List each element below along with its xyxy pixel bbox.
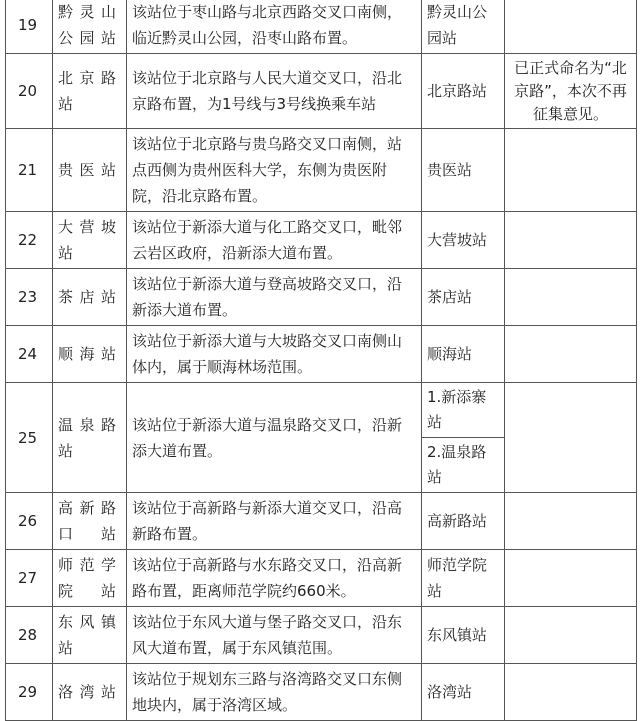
row-number: 20 xyxy=(6,54,53,129)
row-number: 26 xyxy=(6,493,53,550)
row-number: 22 xyxy=(6,212,53,269)
station-name: 洛湾站 xyxy=(53,664,127,721)
remark xyxy=(505,383,637,493)
remark xyxy=(505,269,637,326)
table-row xyxy=(6,54,637,129)
station-description: 该站位于规划东三路与洛湾路交叉口东侧地块内，属于洛湾区域。 xyxy=(127,664,422,721)
station-description: 该站位于新添大道与化工路交叉口，毗邻云岩区政府，沿新添大道布置。 xyxy=(127,212,422,269)
recommended-name: 顺海站 xyxy=(422,326,505,383)
recommended-name: 黔灵山公园站 xyxy=(422,0,505,54)
row-number: 25 xyxy=(6,383,53,493)
table-row xyxy=(6,0,637,54)
row-number: 23 xyxy=(6,269,53,326)
table-row xyxy=(6,607,637,664)
station-description: 该站位于新添大道与大坡路交叉口南侧山体内，属于顺海林场范围。 xyxy=(127,326,422,383)
station-name: 贵医站 xyxy=(53,129,127,212)
remark xyxy=(505,326,637,383)
row-number: 24 xyxy=(6,326,53,383)
remark xyxy=(505,129,637,212)
remark xyxy=(505,664,637,721)
station-name: 茶店站 xyxy=(53,269,127,326)
table-row xyxy=(6,129,637,212)
station-name: 高新路口站 xyxy=(53,493,127,550)
station-description: 该站位于北京路与贵乌路交叉口南侧，站点西侧为贵州医科大学，东侧为贵医附院，沿北京路布置。 xyxy=(127,129,422,212)
station-description: 该站位于新添大道与登高坡路交叉口，沿新添大道布置。 xyxy=(127,269,422,326)
station-naming-table xyxy=(5,0,637,721)
station-name: 温泉路站 xyxy=(53,383,127,493)
station-description: 该站位于高新路与水东路交叉口，沿高新路布置，距离师范学院约660米。 xyxy=(127,550,422,607)
recommended-name: 师范学院站 xyxy=(422,550,505,607)
recommended-name: 北京路站 xyxy=(422,54,505,129)
station-description: 该站位于枣山路与北京西路交叉口南侧，临近黔灵山公园，沿枣山路布置。 xyxy=(127,0,422,54)
row-number: 27 xyxy=(6,550,53,607)
station-description: 该站位于北京路与人民大道交叉口，沿北京路布置，为1号线与3号线换乘车站 xyxy=(127,54,422,129)
recommended-name: 大营坡站 xyxy=(422,212,505,269)
recommended-name-option-2: 2.温泉路站 xyxy=(422,438,505,493)
recommended-name: 贵医站 xyxy=(422,129,505,212)
remark xyxy=(505,212,637,269)
remark xyxy=(505,550,637,607)
table-row xyxy=(6,269,637,326)
remark: 已正式命名为“北京路”，本次不再征集意见。 xyxy=(505,54,637,129)
recommended-name: 高新路站 xyxy=(422,493,505,550)
table-row xyxy=(6,664,637,721)
station-name: 师范学院站 xyxy=(53,550,127,607)
recommended-name-option-1: 1.新添寨站 xyxy=(422,383,505,438)
table-row xyxy=(6,383,637,438)
station-name: 黔灵山公园站 xyxy=(53,0,127,54)
station-name: 北京路站 xyxy=(53,54,127,129)
station-name: 大营坡站 xyxy=(53,212,127,269)
table-row xyxy=(6,550,637,607)
recommended-name: 东风镇站 xyxy=(422,607,505,664)
remark xyxy=(505,607,637,664)
station-name: 顺海站 xyxy=(53,326,127,383)
recommended-name: 洛湾站 xyxy=(422,664,505,721)
station-description: 该站位于高新路与新添大道交叉口，沿高新路布置。 xyxy=(127,493,422,550)
recommended-name: 茶店站 xyxy=(422,269,505,326)
row-number: 19 xyxy=(6,0,53,54)
row-number: 28 xyxy=(6,607,53,664)
table-row xyxy=(6,493,637,550)
table-row xyxy=(6,212,637,269)
remark xyxy=(505,0,637,54)
table-row xyxy=(6,326,637,383)
station-name: 东风镇站 xyxy=(53,607,127,664)
station-description: 该站位于新添大道与温泉路交叉口，沿新添大道布置。 xyxy=(127,383,422,493)
row-number: 29 xyxy=(6,664,53,721)
row-number: 21 xyxy=(6,129,53,212)
remark xyxy=(505,493,637,550)
station-description: 该站位于东风大道与堡子路交叉口，沿东风大道布置，属于东风镇范围。 xyxy=(127,607,422,664)
